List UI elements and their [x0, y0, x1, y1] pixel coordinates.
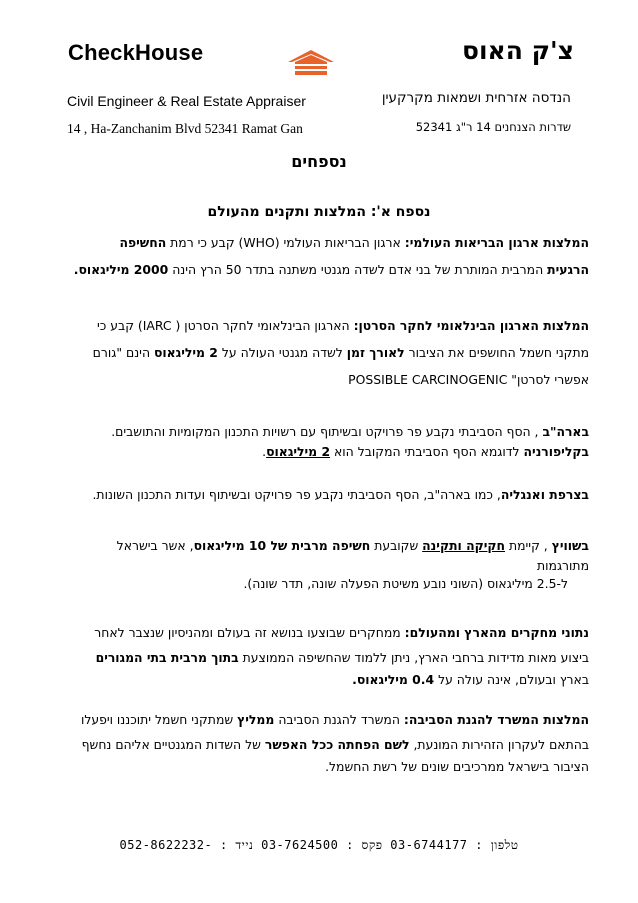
text-span: ארגון הבריאות העולמי (WHO) קבע כי רמת [166, 235, 405, 250]
paragraph-iarc-line-3 [348, 372, 589, 388]
paragraph-usa-line-2 [262, 444, 589, 460]
paragraph-ministry-line-3 [325, 759, 589, 775]
text-span: המשרד להגנת הסביבה [274, 712, 404, 727]
text-bold: חשיפה מרבית של 10 מיליגאוס [193, 538, 371, 553]
text-span: מתקני חשמל החושפים את הציבור [404, 345, 589, 360]
company-subtitle-en: Civil Engineer & Real Estate Appraiser [67, 93, 306, 109]
ministry-heading: המלצות המשרד להגנת הסביבה: [403, 712, 589, 727]
iarc-heading: המלצות הארגון הבינלאומי לחקר הסרטן: [353, 318, 589, 333]
text-span: של השדות המגנטיים אליהם נחשף [81, 737, 265, 752]
paragraph-ministry-line-2 [82, 737, 589, 753]
text-span: , כמו בארה"ב, הסף הסביבתי נקבע פר פרויקט ובשיתוף ועדות התכנון השונות. [92, 487, 501, 502]
text-bold: החשיפה [119, 235, 167, 250]
paragraph-usa-line-1 [111, 424, 589, 440]
company-logo-text-he: צ'ק האוס [461, 36, 574, 65]
appendix-title: נספח א': המלצות ותקנים מהעולם [207, 204, 431, 220]
usa-heading: בארה"ב [542, 424, 589, 439]
text-bold: הרגעית [547, 262, 589, 277]
company-subtitle-he: הנדסה אזרחית ושמאות מקרקעין [381, 90, 571, 106]
text-span: , הסף הסביבתי נקבע פר פרויקט ובשיתוף עם רשויות התכנון המקומיות והתושבים. [111, 424, 543, 439]
swiss-heading: בשוויץ [551, 538, 589, 553]
text-span: מתורגמות [537, 558, 589, 573]
paragraph-swiss-line-2 [537, 558, 589, 574]
company-address-he: שדרות הצנחנים 14 ר"ג 52341 [415, 120, 571, 134]
text-span: לשדה מגנטי העולה על [217, 345, 347, 360]
text-span: אפשרי לסרטן" POSSIBLE CARCINOGENIC [348, 372, 589, 387]
paragraph-swiss-line-3 [243, 576, 568, 592]
who-heading: המלצות ארגון הבריאות העולמי: [404, 235, 589, 250]
text-bold: בקליפורניה [523, 444, 589, 459]
text-span: , קיימת [505, 538, 552, 553]
text-bold: 2 מיליגאוס [153, 345, 218, 360]
france-heading: בצרפת ואנגליה [500, 487, 589, 502]
text-span: המרבית המותרת של בני אדם לשדה מגנטי משתנה בתדר 50 הרץ הינה [168, 262, 548, 277]
text-span: הציבור בישראל ממרכיבים שונים של רשת החשמל. [325, 759, 589, 774]
paragraph-iarc-line-2 [93, 345, 589, 361]
text-span: , אשר בישראל [116, 538, 194, 553]
house-roof-logo-icon [286, 48, 336, 78]
text-bold: 0.4 מיליגאוס. [352, 672, 435, 687]
text-span: לדוגמא הסף הסביבתי המקובל הוא [330, 444, 524, 459]
text-bold: לאורך זמן [346, 345, 405, 360]
text-span: ממחקרים שבוצעו בנושא זה בעולם ומהניסיון שנצבר לאחר [94, 625, 405, 640]
paragraph-who-line-2 [74, 262, 589, 278]
company-address-en: 14 , Ha-Zanchanim Blvd 52341 Ramat Gan [67, 121, 303, 136]
text-span: שקובעת [370, 538, 423, 553]
text-bold-underlined: חקיקה ותקינה [422, 538, 506, 553]
text-span: ל-2.5 מיליגאוס (השוני נובע משיטת הפעלה שונה, תדר שונה). [243, 576, 568, 591]
text-span: ביצוע מאות מדידות ברחבי הארץ, ניתן ללמוד שהחשיפה הממוצעת [238, 650, 589, 665]
text-span: הינם "גורם [92, 345, 154, 360]
text-bold: בתוך מרבית בתי המגורים [95, 650, 239, 665]
company-logo-text-en: CheckHouse [68, 40, 204, 65]
paragraph-research-line-2 [96, 650, 589, 666]
paragraph-france-line-1 [92, 487, 589, 503]
paragraph-research-line-1 [94, 625, 589, 641]
text-bold: ממליץ [237, 712, 275, 727]
text-bold: 2000 מיליגאוס. [73, 262, 169, 277]
paragraph-ministry-line-1 [81, 712, 589, 728]
text-bold: לשם הפחתה ככל האפשר [264, 737, 410, 752]
text-bold-underlined: 2 מיליגאוס [266, 444, 331, 459]
paragraph-research-line-3 [352, 672, 589, 688]
text-span: בארץ ובעולם, אינה עולה על [434, 672, 589, 687]
text-span: בהתאם לעקרון הזהירות המונעת, [409, 737, 589, 752]
paragraph-iarc-line-1 [97, 318, 589, 334]
text-span: שמתקני חשמל יתוכננו ויפעלו [80, 712, 238, 727]
text-span: . [262, 444, 267, 459]
paragraph-who-line-1 [119, 235, 589, 251]
research-heading: נתוני מחקרים מהארץ ומהעולם: [404, 625, 589, 640]
text-span: הארגון הבינלאומי לחקר הסרטן ( IARC) קבע כי [97, 318, 354, 333]
paragraph-swiss-line-1 [117, 538, 589, 554]
footer-contact: טלפון : 03-6744177 פקס : 03-7624500 נייד : -052-8622232 [119, 838, 519, 852]
page-title: נספחים [291, 152, 347, 171]
